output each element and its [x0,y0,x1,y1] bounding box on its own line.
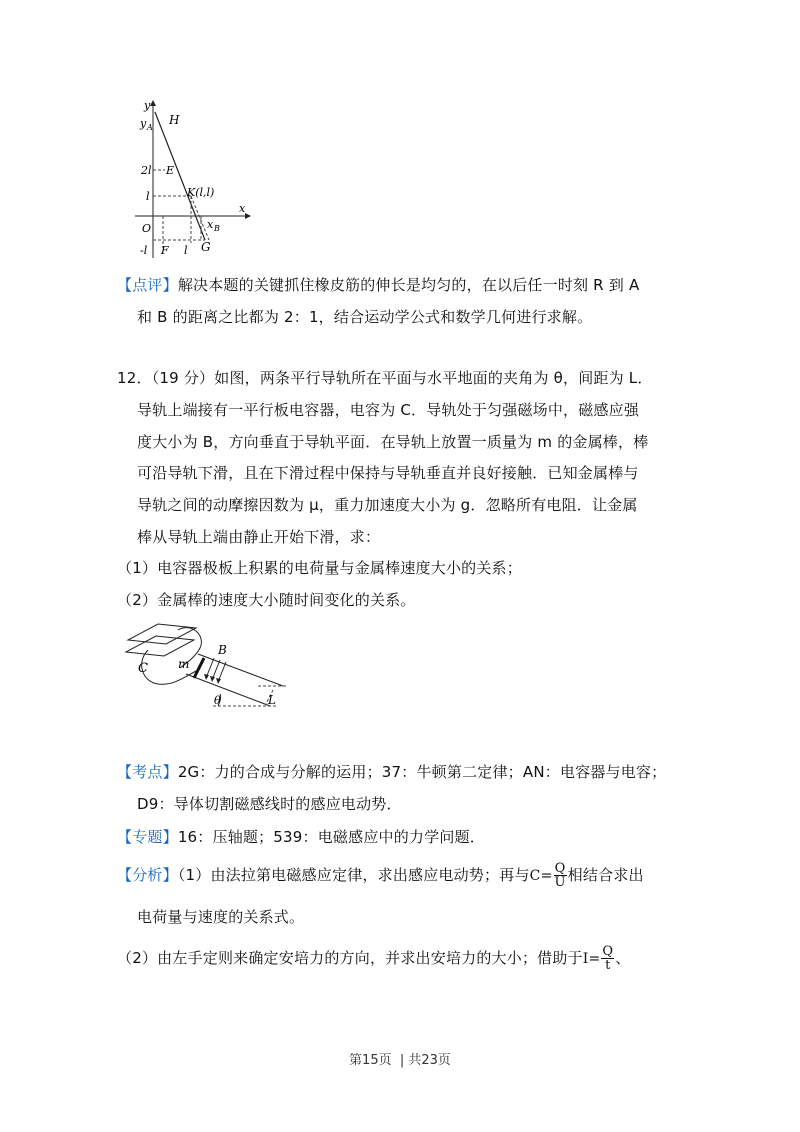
review-text-1: 解决本题的关键抓住橡皮筋的伸长是均匀的，在以后任一时刻 R 到 A [177,276,640,294]
fenxi-line-1 [117,862,644,889]
rail-upper [198,654,283,686]
fig-label-l: L [268,693,276,707]
graph-label-y: y [144,99,151,112]
graph-label-ya: y [140,117,147,130]
graph-label-x: x [239,202,246,215]
fenxi-text-3b: 、 [615,949,631,967]
b-arrowhead-1 [204,674,209,680]
graph-label-xb: x [207,218,214,231]
formula-c-den: U [554,875,566,890]
formula-i-num: Q [602,944,614,959]
question-sub-1-text: （1）电容器极板上积累的电荷量与金属棒速度大小的关系； [117,559,522,577]
fenxi-text-3a: （2）由左手定则来确定安培力的方向，并求出安培力的大小；借助于 [117,949,583,967]
graph-label-2l: 2l [141,164,152,177]
graph-label-minus-l: -l [140,244,148,257]
page-footer [0,1049,800,1068]
b-arrowhead-3 [216,678,221,684]
formula-i-fraction [601,945,614,972]
graph-label-lx: l [184,244,188,257]
kaodian-line-2 [137,794,402,814]
rail-lower [186,674,270,706]
fig-label-m: m [178,657,190,671]
zhuanti-tag: 【专题】 [117,828,178,846]
review-text-2: 和 B 的距离之比都为 2：1，结合运动学公式和数学几何进行求解。 [137,308,593,326]
question-text-5: 棒从导轨上端由静止开始下滑，求： [137,528,381,546]
question-text-4: 导轨之间的动摩擦因数为 μ，重力加速度大小为 g．忽略所有电阻．让金属 [137,496,638,514]
formula-i-den: t [605,958,611,973]
graph-label-ya-sub: A [147,123,153,132]
question-number: 12． [117,369,152,387]
rail-capacitor-figure [118,618,293,718]
footer-total: 共23页 [408,1053,451,1068]
question-line-6 [137,527,380,547]
capacitor-wire-left [142,650,198,684]
review-tag: 【点评】 [117,276,178,294]
formula-i-lhs: I= [582,951,601,967]
graph-label-o: O [142,222,152,235]
review-line-2 [137,307,592,327]
question-line-1 [117,368,653,388]
graph-label-l: l [146,190,150,203]
fig-label-c: C [138,661,148,676]
question-sub-2 [117,590,416,610]
footer-separator: | [399,1053,405,1068]
question-line-5 [137,495,638,515]
zhuanti-text: 16：压轴题；539：电磁感应中的力学问题． [177,828,485,846]
fig-label-b: B [218,643,227,657]
graph-line-hg [155,112,205,240]
question-text-1: 导轨上端接有一平行板电容器，电容为 C．导轨处于匀强磁场中，磁感应强 [137,401,640,419]
capacitor-bottom-plate [126,636,194,656]
fenxi-text-2: 电荷量与速度的关系式。 [137,908,305,926]
graph-label-g: G [201,240,211,254]
graph-label-f: F [161,244,169,257]
capacitor-top-plate [128,624,196,644]
zhuanti-line [117,827,485,847]
fenxi-text-1b: 相结合求出 [567,866,644,884]
formula-c-fraction [554,862,567,889]
question-text-2: 度大小为 B，方向垂直于导轨平面．在导轨上放置一质量为 m 的金属棒，棒 [137,433,649,451]
question-text-0: （19 分）如图，两条平行导轨所在平面与水平地面的夹角为 θ，间距为 L． [151,369,653,387]
review-line-1 [117,275,639,295]
graph-label-e: E [166,164,175,177]
metal-rod [194,658,204,678]
graph-label-h: H [169,113,180,127]
fenxi-tag: 【分析】 [117,866,178,884]
kinematics-graph [135,98,255,258]
graph-label-k: K(l,l) [187,186,215,199]
kaodian-tag: 【考点】 [117,763,178,781]
fenxi-line-3 [117,945,630,972]
kaodian-text-1: 2G：力的合成与分解的运用；37：牛顿第二定律；AN：电容器与电容； [177,763,667,781]
formula-c-num: Q [554,861,566,876]
question-sub-1 [117,558,522,578]
formula-c-lhs: C= [529,868,553,884]
question-line-2 [137,400,639,420]
graph-label-xb-sub: B [214,224,220,233]
kaodian-text-2: D9：导体切割磁感线时的感应电动势． [137,795,402,813]
question-line-4 [137,463,639,483]
fenxi-line-2 [137,907,304,927]
fig-label-theta: θ [214,694,221,707]
b-arrowhead-2 [210,676,215,682]
kaodian-line-1 [117,762,666,782]
fenxi-text-1a: （1）由法拉第电磁感应定律，求出感应电动势；再与 [177,866,530,884]
question-sub-2-text: （2）金属棒的速度大小随时间变化的关系。 [117,591,416,609]
footer-page: 第15页 [349,1053,392,1068]
graph-y-arrow [150,100,156,106]
question-line-3 [137,432,648,452]
graph-x-arrow [245,213,251,219]
question-text-3: 可沿导轨下滑，且在下滑过程中保持与导轨垂直并良好接触．已知金属棒与 [137,464,639,482]
